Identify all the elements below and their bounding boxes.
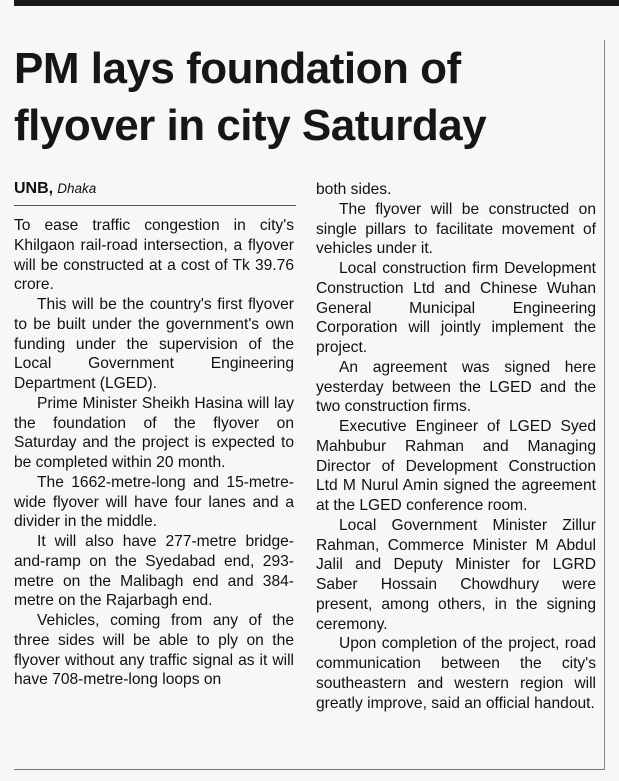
byline-location: Dhaka: [57, 181, 97, 196]
paragraph: An agreement was signed here yesterday between the LGED and the two construction firms.: [316, 358, 596, 416]
paragraph: It will also have 277-metre bridge-and-ramp on the Syedabad end, 293-metre on the Malibagh end and 384-metre on the Rajarbagh end.: [14, 533, 294, 610]
top-border-bar: [14, 0, 619, 6]
byline: [14, 179, 96, 199]
paragraph: Vehicles, coming from any of the three sides will be able to ply on the flyover without any traffic signal as it will have 708-metre-long loops on: [14, 612, 294, 689]
column-divider-rule: [604, 40, 605, 770]
paragraph: Executive Engineer of LGED Syed Mahbubur Rahman and Managing Director of Development Construction Ltd M Nurul Amin signed the agreement at the LGED conference room.: [316, 418, 596, 514]
article-column-1: [14, 216, 294, 690]
byline-agency: UNB,: [14, 180, 54, 197]
paragraph: The 1662-metre-long and 15-metre-wide flyover will have four lanes and a divider in the middle.: [14, 473, 294, 531]
paragraph: Upon completion of the project, road communication between the city's southeastern and western region will greatly improve, said an official handout.: [316, 635, 596, 712]
bottom-rule: [14, 769, 604, 770]
paragraph: Prime Minister Sheikh Hasina will lay the foundation of the flyover on Saturday and the project is expected to be completed within 20 month.: [14, 394, 294, 471]
byline-rule: [14, 205, 296, 206]
headline: PM lays foundation of flyover in city Saturday: [14, 44, 487, 150]
paragraph: Local Government Minister Zillur Rahman, Commerce Minister M Abdul Jalil and Deputy Minister for LGRD Saber Hossain Chowdhury were present, among others, in the signing ceremony.: [316, 516, 596, 633]
article-column-2: [316, 180, 596, 713]
paragraph: The flyover will be constructed on single pillars to facilitate movement of vehicles under it.: [316, 200, 596, 258]
paragraph: Local construction firm Development Construction Ltd and Chinese Wuhan General Municipal Engineering Corporation will jointly implement the project.: [316, 260, 596, 356]
paragraph: both sides.: [316, 181, 392, 198]
paragraph: To ease traffic congestion in city's Khilgaon rail-road intersection, a flyover will be constructed at a cost of Tk 39.76 crore.: [14, 217, 294, 294]
paragraph: This will be the country's first flyover to be built under the government's own funding under the supervision of the Local Government Engineering Department (LGED).: [14, 296, 294, 392]
